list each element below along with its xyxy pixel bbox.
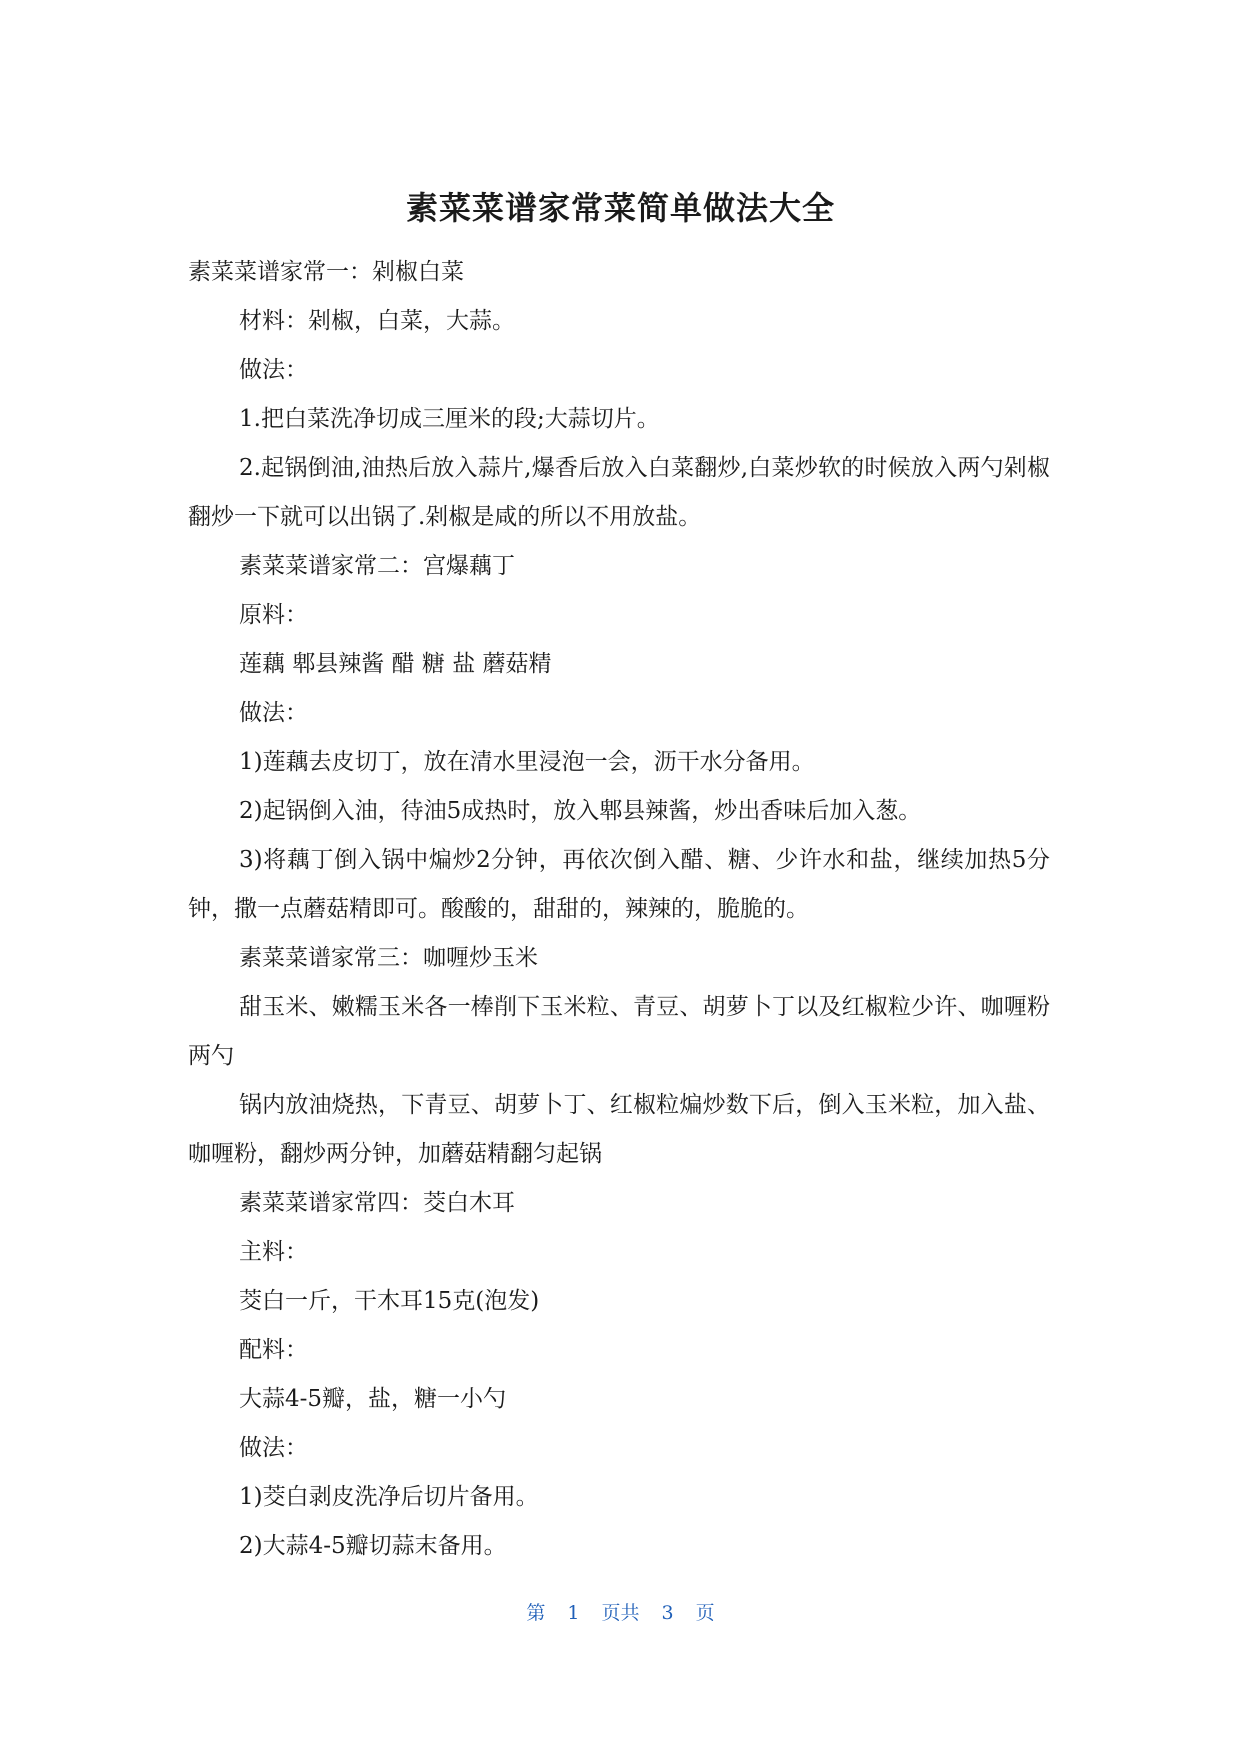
paragraph: 茭白一斤，干木耳15克(泡发) [239, 1288, 540, 1314]
paragraph: 甜玉米、嫩糯玉米各一棒削下玉米粒、青豆、胡萝卜丁以及红椒粒少许、咖喱粉两勺 [188, 994, 1050, 1069]
paragraph: 原料： [239, 602, 308, 628]
paragraph: 做法： [239, 700, 308, 726]
paragraph: 素菜菜谱家常四：茭白木耳 [239, 1190, 515, 1216]
paragraph: 主料： [239, 1239, 308, 1265]
paragraph: 素菜菜谱家常三：咖喱炒玉米 [239, 945, 538, 971]
paragraph: 做法： [239, 357, 308, 383]
paragraph: 材料：剁椒，白菜，大蒜。 [239, 308, 515, 334]
paragraph: 配料： [239, 1337, 308, 1363]
paragraph: 2)起锅倒入油，待油5成热时，放入郫县辣酱，炒出香味后加入葱。 [239, 798, 922, 824]
page-footer [0, 1598, 1241, 1625]
current-page-number: 1 [567, 1602, 580, 1624]
paragraph: 1)莲藕去皮切丁，放在清水里浸泡一会，沥干水分备用。 [239, 749, 815, 775]
paragraph: 1)茭白剥皮洗净后切片备用。 [239, 1484, 539, 1510]
document-body [188, 248, 1050, 1571]
paragraph: 大蒜4-5瓣，盐，糖一小勺 [239, 1386, 507, 1412]
paragraph: 3)将藕丁倒入锅中煸炒2分钟，再依次倒入醋、糖、少许水和盐，继续加热5分钟，撒一点蘑菇精即可。酸酸的，甜甜的，辣辣的，脆脆的。 [188, 847, 1050, 922]
footer-prefix: 第 [526, 1602, 546, 1624]
paragraph: 素菜菜谱家常一：剁椒白菜 [188, 259, 464, 285]
document-title: 素菜菜谱家常菜简单做法大全 [405, 189, 835, 227]
paragraph: 莲藕 郫县辣酱 醋 糖 盐 蘑菇精 [239, 651, 552, 677]
paragraph: 素菜菜谱家常二：宫爆藕丁 [239, 553, 515, 579]
paragraph: 2.起锅倒油,油热后放入蒜片,爆香后放入白菜翻炒,白菜炒软的时候放入两勺剁椒翻炒一下就可以出锅了.剁椒是咸的所以不用放盐。 [188, 455, 1050, 530]
total-pages-number: 3 [661, 1602, 674, 1624]
footer-middle: 页共 [601, 1602, 640, 1624]
footer-suffix: 页 [695, 1602, 715, 1624]
paragraph: 做法： [239, 1435, 308, 1461]
paragraph: 锅内放油烧热，下青豆、胡萝卜丁、红椒粒煸炒数下后，倒入玉米粒，加入盐、咖喱粉，翻炒两分钟，加蘑菇精翻匀起锅 [188, 1092, 1050, 1167]
paragraph: 2)大蒜4-5瓣切蒜末备用。 [239, 1533, 507, 1559]
paragraph: 1.把白菜洗净切成三厘米的段;大蒜切片。 [239, 406, 660, 432]
